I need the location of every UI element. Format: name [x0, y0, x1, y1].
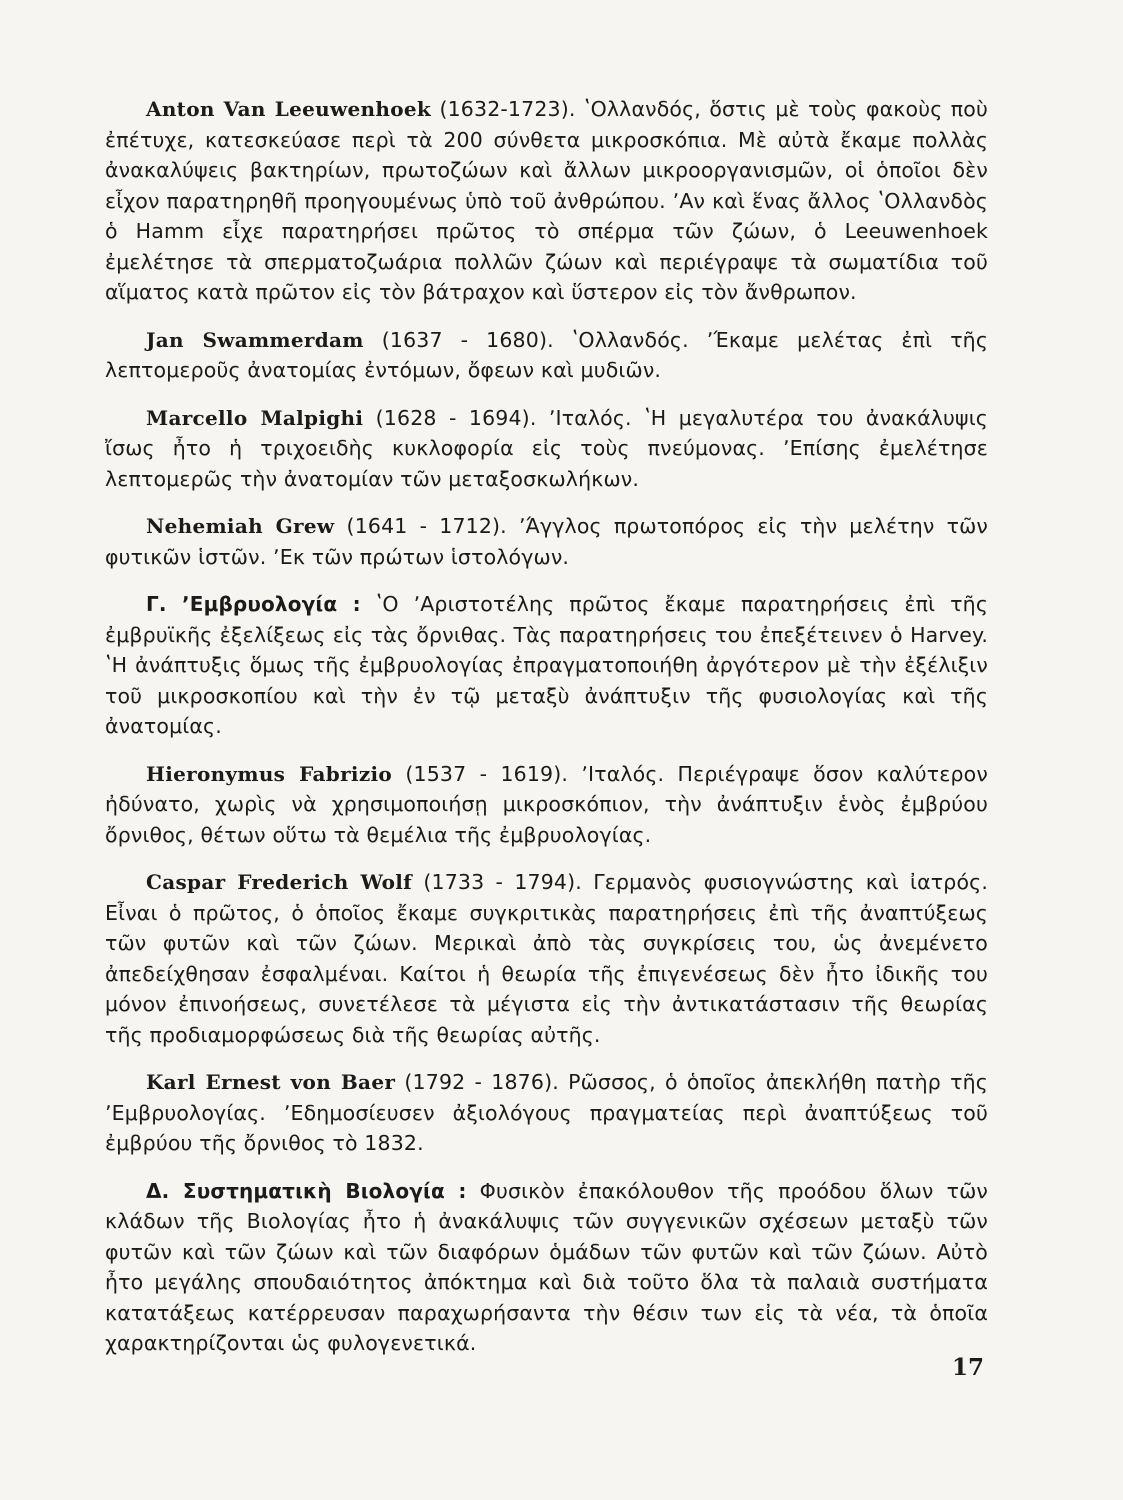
entry-text: (1537 - 1619). ʼΙταλός. Περιέγραψε ὅσον καλύτερον ἠδύνατο, χωρὶς νὰ χρησιμοποιήσῃ μικροσκόπιον, τὴν ἀνάπτυξιν ἑνὸς ἐμβρύου ὄρνιθος, θέτων οὕτω τὰ θεμέλια τῆς ἐμβρυολογίας. — [105, 761, 988, 847]
entry-text: (1628 - 1694). ʼΙταλός. ʽΗ μεγαλυτέρα του ἀνακάλυψις ἴσως ἦτο ἡ τριχοειδὴς κυκλοφορία εἰς τοὺς πνεύμονας. ʼΕπίσης ἐμελέτησε λεπτομερῶς τὴν ἀνατομίαν τῶν μεταξοσκωλήκων. — [105, 405, 988, 491]
entry-name: Jan Swammerdam — [146, 327, 364, 352]
entry-text: (1641 - 1712). ʼΆγγλος πρωτοπόρος εἰς τὴν μελέτην τῶν φυτικῶν ἱστῶν. ʼΕκ τῶν πρώτων ἱστολόγων. — [105, 514, 989, 569]
entry-wolf — [105, 867, 988, 1050]
section-text: ʽΟ ʼΑριστοτέλης πρῶτος ἔκαμε παρατηρήσεις ἐπὶ τῆς ἐμβρυϊκῆς ἐξελίξεως εἰς τὰς ὄρνιθας. Τὰς παρατηρήσεις του ἐπεξέτεινεν ὁ Harvey. ʽΗ ἀνάπτυξις ὅμως τῆς ἐμβρυολογίας ἐπραγματοποιήθη ἀργότερον μὲ τὴν ἐξέλιξιν τοῦ μικροσκοπίου καὶ τὴν ἐν τῷ μεταξὺ ἀνάπτυξιν τῆς φυσιολογίας καὶ τῆς ἀνατομίας. — [105, 592, 989, 738]
entry-swammerdam — [105, 325, 988, 386]
entry-text: (1733 - 1794). Γερμανὸς φυσιογνώστης καὶ ἰατρός. Εἶναι ὁ πρῶτος, ὁ ὁποῖος ἔκαμε συγκριτικὰς παρατηρήσεις ἐπὶ τῆς ἀναπτύξεως τῶν φυτῶν καὶ τῶν ζώων. Μερικαὶ ἀπὸ τὰς συγκρίσεις του, ὡς ἀνεμένετο ἀπεδείχθησαν ἐσφαλμέναι. Καίτοι ἡ θεωρία τῆς ἐπιγενέσεως δὲν ἦτο ἰδικῆς του μόνον ἐπινοήσεως, συνετέλεσε τὰ μέγιστα εἰς τὴν ἀντικατάστασιν τῆς θεωρίας τῆς προδιαμορφώσεως διὰ τῆς θεωρίας αὐτῆς. — [105, 870, 988, 1047]
entry-name: Anton Van Leeuwenhoek — [146, 97, 432, 121]
section-heading: Γ. ʼΕμβρυολογία : — [146, 592, 361, 616]
section-embryology — [105, 589, 988, 742]
entry-name: Nehemiah Grew — [146, 514, 335, 538]
entry-name: Caspar Frederich Wolf — [146, 870, 413, 894]
entry-name: Marcello Malpighi — [146, 405, 364, 430]
entry-text: (1632-1723). ʽΟλλανδός, ὅστις μὲ τοὺς φακοὺς ποὺ ἐπέτυχε, κατεσκεύασε περὶ τὰ 200 σύνθετα μικροσκόπια. Μὲ αὐτὰ ἔκαμε πολλὰς ἀνακαλύψεις βακτηρίων, πρωτοζώων καὶ ἄλλων μικροοργανισμῶν, οἱ ὁποῖοι δὲν εἶχον παρατηρηθῆ προηγουμένως ὑπὸ τοῦ ἀνθρώπου. ʼΑν καὶ ἕνας ἄλλος ʽΟλλανδὸς ὁ Hamm εἶχε παρατηρήσει πρῶτος τὸ σπέρμα τῶν ζώων, ὁ Leeuwenhoek ἐμελέτησε τὰ σπερματοζωάρια πολλῶν ζώων καὶ περιέγραψε τὰ σωματίδια τοῦ αἵματος κατὰ πρῶτον εἰς τὸν βάτραχον καὶ ὕστερον εἰς τὸν ἄνθρωπον. — [105, 97, 988, 304]
entry-fabrizio — [105, 759, 988, 851]
entry-text: (1637 - 1680). ʽΟλλανδός. ʼΈκαμε μελέτας ἐπὶ τῆς λεπτομεροῦς ἀνατομίας ἐντόμων, ὄφεων καὶ μυδιῶν. — [105, 327, 989, 382]
page-number: 17 — [952, 1354, 985, 1381]
entry-text: (1792 - 1876). Ρῶσσος, ὁ ὁποῖος ἀπεκλήθη πατὴρ τῆς ʼΕμβρυολογίας. ʼΕδημοσίευσεν ἀξιολόγους πραγματείας περὶ ἀναπτύξεως τοῦ ἐμβρύου τῆς ὄρνιθος τὸ 1832. — [105, 1070, 988, 1155]
section-heading: Δ. Συστηματικὴ Βιολογία : — [146, 1178, 467, 1203]
section-text: Φυσικὸν ἐπακόλουθον τῆς προόδου ὅλων τῶν κλάδων τῆς Βιολογίας ἦτο ἡ ἀνακάλυψις τῶν συγγενικῶν σχέσεων μεταξὺ τῶν φυτῶν καὶ τῶν ζώων καὶ τῶν διαφόρων ὁμάδων τῶν φυτῶν καὶ τῶν ζώων. Αὐτὸ ἦτο μεγάλης σπουδαιότητος ἀπόκτημα καὶ διὰ τοῦτο ὅλα τὰ παλαιὰ συστήματα κατατάξεως κατέρρευσαν παραχωρήσαντα τὴν θέσιν των εἰς τὰ νέα, τὰ ὁποῖα χαρακτηρίζονται ὡς φυλογενετικά. — [105, 1178, 989, 1355]
entry-von-baer — [105, 1067, 988, 1159]
entry-leeuwenhoek — [105, 94, 988, 308]
section-systematic-biology — [105, 1176, 988, 1359]
page-content — [105, 94, 988, 1376]
entry-malpighi — [105, 403, 988, 495]
entry-name: Hieronymus Fabrizio — [146, 761, 393, 786]
entry-grew — [105, 511, 988, 572]
entry-name: Karl Ernest von Baer — [146, 1070, 396, 1094]
